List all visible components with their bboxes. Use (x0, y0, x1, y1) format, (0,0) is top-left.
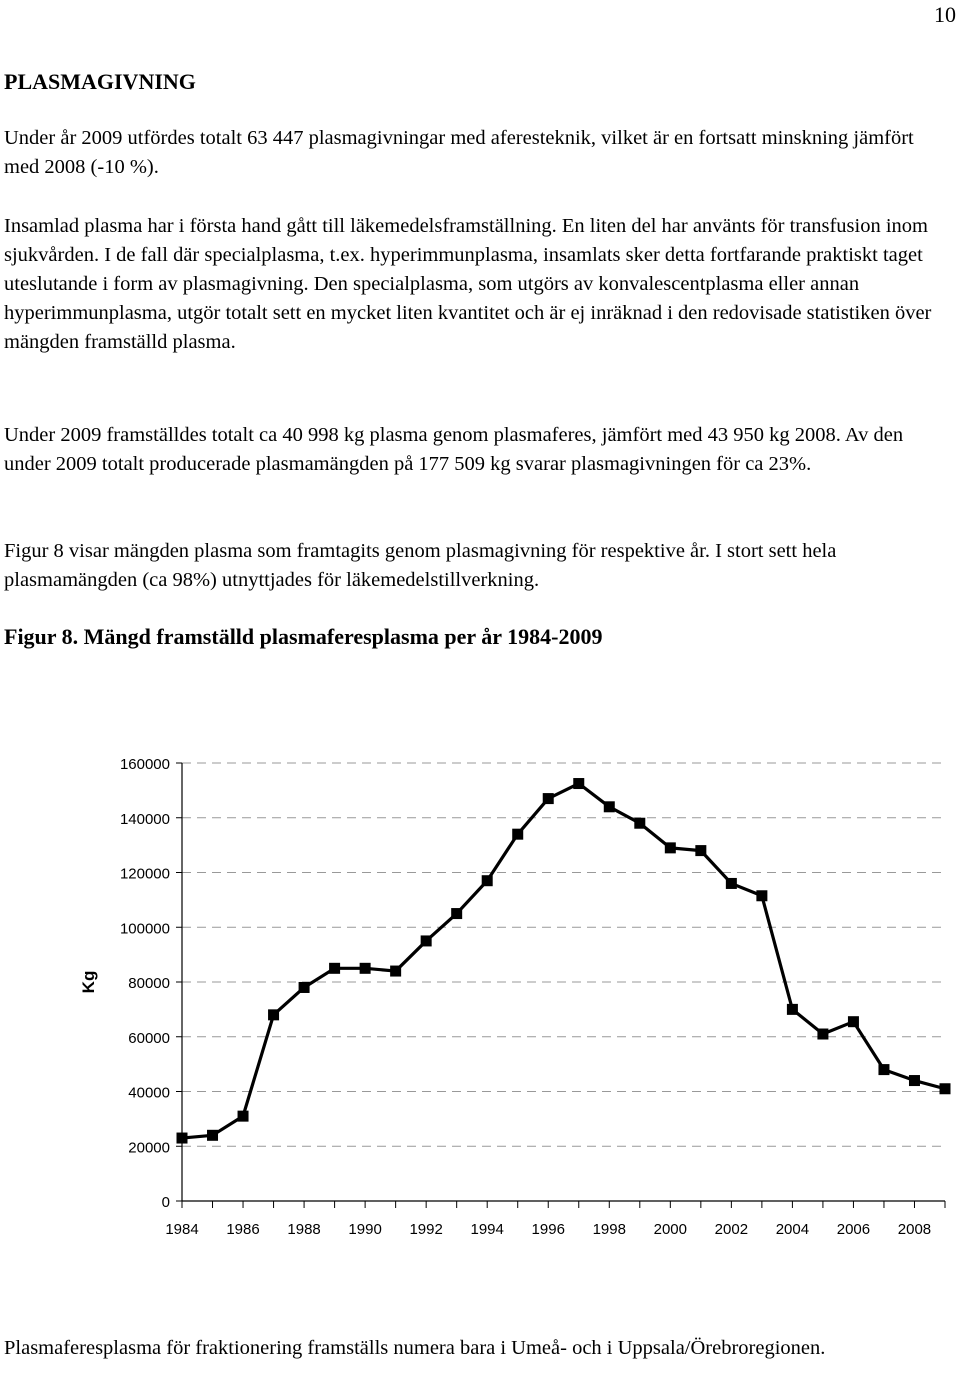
x-tick-label: 2000 (653, 1221, 688, 1238)
x-tick-label: 1990 (348, 1221, 382, 1238)
data-point-marker (360, 963, 371, 974)
figure-caption: Figur 8. Mängd framställd plasmaferesplasma per år 1984-2009 (4, 624, 603, 649)
x-tick-label: 1984 (165, 1221, 199, 1238)
x-tick-label: 2004 (775, 1221, 810, 1238)
x-tick-label: 2006 (836, 1221, 871, 1238)
data-point-marker (299, 982, 310, 993)
x-tick-label: 1992 (409, 1221, 443, 1238)
paragraph-2: Insamlad plasma har i första hand gått till läkemedelsframställning. En liten del har använts för transfusion inom sjukvården. I de fall där specialplasma, t.ex. hyperimmunplasma, insamlats sker detta fortfarande praktiskt taget uteslutande i form av plasmagivning. Den specialplasma, som utgörs av konvalescentplasma eller annan hyperimmunplasma, utgör totalt sett en mycket liten kvantitet och är ej inräknad i den redovisade statistiken över mängden framställd plasma. (4, 215, 932, 353)
chart-grid (182, 763, 945, 1146)
data-point-marker (421, 935, 432, 946)
data-series (177, 778, 951, 1144)
x-tick-label: 2008 (897, 1221, 932, 1238)
series-line (182, 784, 945, 1139)
data-point-marker (329, 963, 340, 974)
data-point-marker (787, 1004, 798, 1015)
data-point-marker (238, 1111, 249, 1122)
data-point-marker (878, 1064, 889, 1075)
footer-paragraph: Plasmaferesplasma för fraktionering framställs numera bara i Umeå- och i Uppsala/Örebroregionen. (4, 1337, 826, 1359)
data-point-marker (726, 878, 737, 889)
data-point-marker (482, 875, 493, 886)
data-point-marker (207, 1130, 218, 1141)
data-point-marker (390, 966, 401, 977)
data-point-marker (604, 801, 615, 812)
data-point-marker (940, 1083, 951, 1094)
data-point-marker (543, 793, 554, 804)
y-tick-labels (120, 756, 170, 1211)
paragraph-1: Under år 2009 utfördes totalt 63 447 plasmagivningar med aferesteknik, vilket är en fortsatt minskning jämfört med 2008 (-10 %). (4, 127, 914, 178)
data-point-marker (695, 845, 706, 856)
x-tick-labels (165, 1221, 931, 1238)
chart-axes (176, 763, 945, 1208)
x-tick-label: 1988 (287, 1221, 321, 1238)
x-tick-label: 1998 (592, 1221, 626, 1238)
x-tick-label: 2002 (714, 1221, 749, 1238)
data-point-marker (634, 818, 645, 829)
data-point-marker (817, 1029, 828, 1040)
data-point-marker (848, 1016, 859, 1027)
y-tick-label: 80000 (128, 975, 170, 992)
data-point-marker (909, 1075, 920, 1086)
plasma-line-chart (0, 730, 960, 1270)
data-point-marker (512, 829, 523, 840)
y-tick-label: 0 (161, 1194, 170, 1211)
y-tick-label: 120000 (119, 865, 170, 883)
y-tick-label: 20000 (128, 1139, 170, 1157)
x-tick-label: 1986 (226, 1221, 260, 1238)
y-tick-label: 140000 (119, 810, 170, 828)
y-tick-label: 160000 (119, 756, 170, 773)
y-axis-label: Kg (79, 970, 98, 994)
section-heading: PLASMAGIVNING (4, 69, 196, 94)
page-number: 10 (934, 2, 956, 27)
data-point-marker (665, 842, 676, 853)
data-point-marker (756, 890, 767, 901)
data-point-marker (573, 778, 584, 789)
y-tick-label: 60000 (128, 1029, 170, 1047)
data-point-marker (268, 1009, 279, 1020)
y-tick-label: 100000 (119, 920, 170, 938)
paragraph-4: Figur 8 visar mängden plasma som framtagits genom plasmagivning för respektive år. I stort sett hela plasmamängden (ca 98%) utnyttjades för läkemedelstillverkning. (4, 540, 837, 591)
data-point-marker (451, 908, 462, 919)
x-tick-label: 1996 (531, 1221, 565, 1238)
y-tick-label: 40000 (128, 1084, 170, 1102)
x-tick-label: 1994 (470, 1221, 504, 1238)
paragraph-3: Under 2009 framställdes totalt ca 40 998 kg plasma genom plasmaferes, jämfört med 43 950 kg 2008. Av den under 2009 totalt producerade plasmamängden på 177 509 kg svarar plasmagivningen för ca 23%. (4, 424, 904, 475)
data-point-marker (177, 1133, 188, 1144)
